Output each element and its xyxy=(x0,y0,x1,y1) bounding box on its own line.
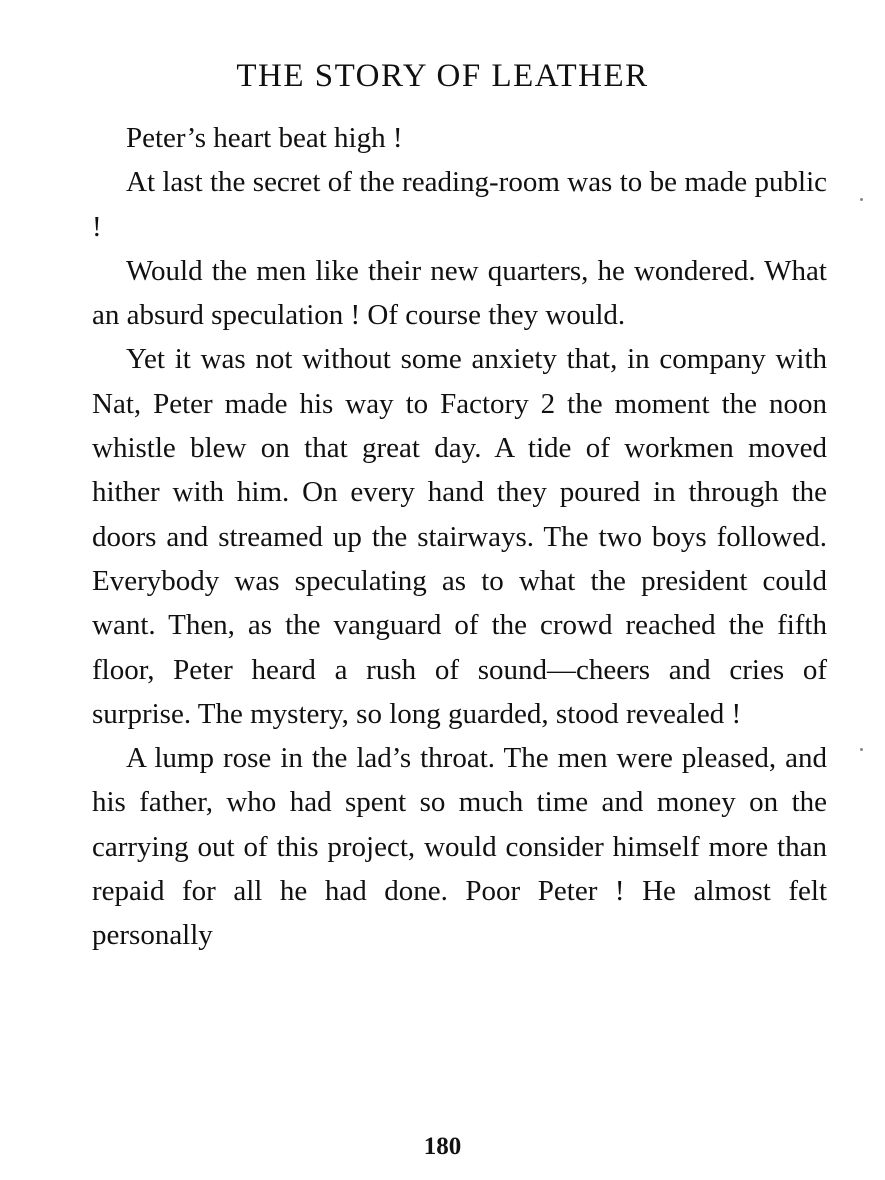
margin-speck xyxy=(860,748,863,751)
paragraph-4: Yet it was not without some anxiety that, in company with Nat, Peter made his way to Factory 2 the moment the noon whistle blew on that great day. A tide of workmen moved hither with him. On every hand they poured in through the doors and streamed up the stairways. The two boys followed. Everybody was speculating as to what the president could want. Then, as the vanguard of the crowd reached the fifth floor, Peter heard a rush of sound—cheers and cries of surprise. The mystery, so long guarded, stood revealed ! xyxy=(92,343,827,730)
running-head: THE STORY OF LEATHER xyxy=(236,58,649,94)
page-number: 180 xyxy=(423,1133,462,1160)
paragraph-5: A lump rose in the lad’s throat. The men were pleased, and his father, who had spent so much time and money on the carrying out of this project, would consider himself more than repaid for all he had done. Poor Peter ! He almost felt personally xyxy=(92,742,827,952)
paragraph-1: Peter’s heart beat high ! xyxy=(126,122,403,154)
paragraph-3: Would the men like their new quarters, he wondered. What an absurd speculation ! Of course they would. xyxy=(92,254,827,332)
body-text xyxy=(92,116,827,958)
margin-speck xyxy=(860,198,863,201)
paragraph-2: At last the secret of the reading-room was to be made public ! xyxy=(92,166,827,243)
